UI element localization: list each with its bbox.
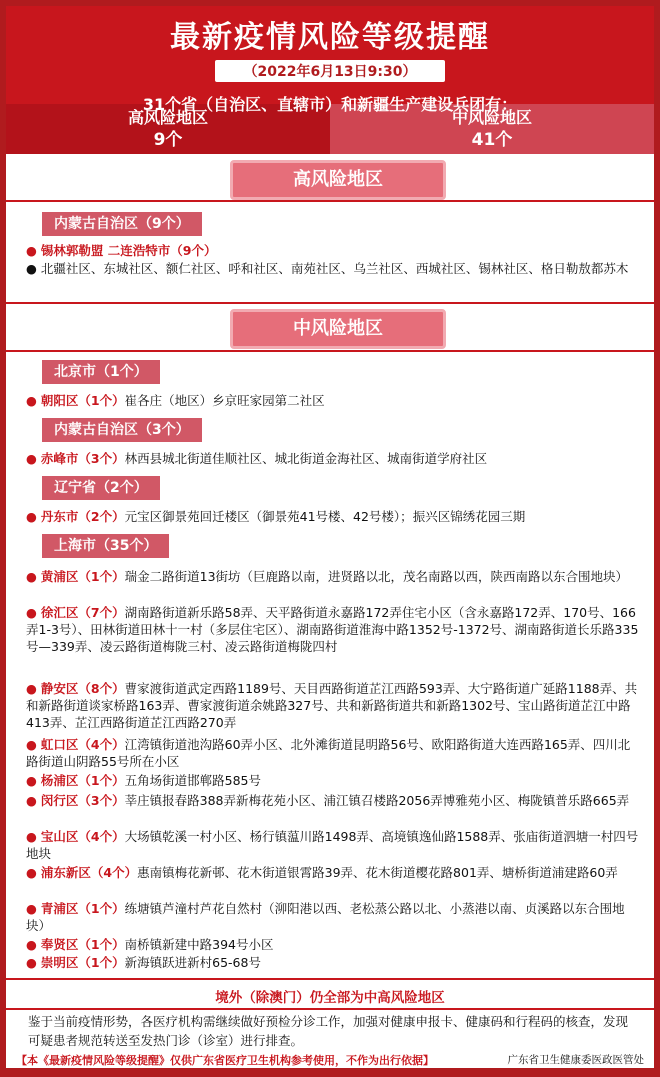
region-tag-shanghai: 上海市（35个） (42, 534, 169, 558)
disclaimer-text: 【本《最新疫情风险等级提醒》仅供广东省医疗卫生机构参考使用，不作为出行依据】 (16, 1054, 434, 1067)
region-tag-beijing: 北京市（1个） (42, 360, 160, 384)
disclaimer (16, 1052, 644, 1068)
list-item: ● 青浦区（1个）练塘镇芦潼村芦花自然村（泖阳港以西、老松蒸公路以北、小蒸港以南、贞溪路以东合围地块） (26, 901, 625, 933)
mid-risk-label: 中风险地区 (451, 108, 532, 127)
list-item: ● 宝山区（4个）大场镇乾溪一村小区、杨行镇蕰川路1498弄、高境镇逸仙路1588弄、张庙街道泗塘一村四号地块 (26, 829, 639, 861)
detail-text: 北疆社区、东城社区、额仁社区、呼和社区、南苑社区、乌兰社区、西城社区、锡林社区、格日勒敖都苏木 (40, 261, 629, 276)
overseas-note: 境外（除澳门）仍全部为中高风险地区 (215, 990, 445, 1006)
divider (6, 978, 654, 980)
list-item: ● 徐汇区（7个）湖南路街道新乐路58弄、天平路街道永嘉路172弄住宅小区（含永嘉路172弄、170号、166弄1-3号）、田林街道田林十一村（多层住宅区）、湖南路街道淮海中路1352号-1372号、湖南路街道长乐路335号—339弄、凌云路街道梅陇三村、凌云路街道梅陇四村 (26, 605, 639, 654)
list-item: ● 黄浦区（1个）瑞金二路街道13街坊（巨鹿路以南，进贤路以北，茂名南路以西，陕西南路以东合围地块） (26, 569, 629, 584)
bullet-icon: ● (26, 261, 37, 276)
bullet-icon: ● (26, 243, 37, 258)
mid-risk-count: 41个 (471, 130, 513, 150)
mid-risk-section-title: 中风险地区 (230, 309, 446, 349)
region-tag-neimenggu: 内蒙古自治区（3个） (42, 418, 202, 442)
divider (6, 302, 654, 304)
intro-text: 31个省（自治区、直辖市）和新疆生产建设兵团有： (142, 95, 518, 114)
list-item: ● 浦东新区（4个）惠南镇梅花新邨、花木街道银霄路39弄、花木街道樱花路801弄、塘桥街道浦建路60弄 (26, 865, 618, 880)
high-risk-label: 高风险地区 (127, 108, 208, 127)
list-item: ● 奉贤区（1个）南桥镇新建中路394号小区 (26, 937, 274, 952)
list-item: ● 朝阳区（1个）崔各庄（地区）乡京旺家园第二社区 (26, 393, 325, 408)
list-item: ● 虹口区（4个）江湾镇街道池沟路60弄小区、北外滩街道昆明路56号、欧阳路街道大连西路165弄、四川北路街道山阴路55号所在小区 (26, 737, 631, 769)
divider (6, 200, 654, 202)
page-title: 最新疫情风险等级提醒 (170, 20, 490, 55)
high-risk-detail (26, 260, 640, 277)
issuing-organization: 广东省卫生健康委医政医管处 (507, 1054, 644, 1066)
divider (6, 1008, 654, 1010)
list-item: ● 崇明区（1个）新海镇跃进新村65-68号 (26, 955, 261, 970)
content-panel (6, 154, 654, 1068)
list-item: ● 杨浦区（1个）五角场街道邯郸路585号 (26, 773, 261, 788)
list-item: ● 闵行区（3个）莘庄镇报春路388弄新梅花苑小区、浦江镇召楼路2056弄博雅苑小区、梅陇镇普乐路665弄 (26, 793, 630, 808)
region-tag-liaoning: 辽宁省（2个） (42, 476, 160, 500)
high-risk-city (26, 242, 640, 259)
date-label: （2022年6月13日9:30） (215, 60, 445, 82)
list-item: ● 赤峰市（3个）林西县城北街道佳顺社区、城北街道金海社区、城南街道学府社区 (26, 451, 488, 466)
advisory-paragraph: 鉴于当前疫情形势，各医疗机构需继续做好预检分诊工作，加强对健康申报卡、健康码和行程码的核查，发现可疑患者规范转送至发热门诊（诊室）进行排查。 (28, 1014, 629, 1048)
high-risk-count: 9个 (153, 130, 183, 150)
region-tag-neimenggu-high: 内蒙古自治区（9个） (42, 212, 202, 236)
list-item: ● 丹东市（2个）元宝区御景苑回迁楼区（御景苑41号楼、42号楼）；振兴区锦绣花园三期 (26, 509, 526, 524)
divider (6, 350, 654, 352)
city-name: 锡林郭勒盟 二连浩特市（9个） (40, 243, 217, 258)
header (6, 6, 654, 114)
high-risk-section-title: 高风险地区 (230, 160, 446, 200)
list-item: ● 静安区（8个）曹家渡街道武定西路1189号、天目西路街道芷江西路593弄、大宁路街道广延路1188弄、共和新路街道谈家桥路163弄、曹家渡街道余姚路327号、共和新路街道共和新路1302号、宝山路街道芷江中路413弄、芷江西路街道芷江西路270弄 (26, 681, 638, 730)
